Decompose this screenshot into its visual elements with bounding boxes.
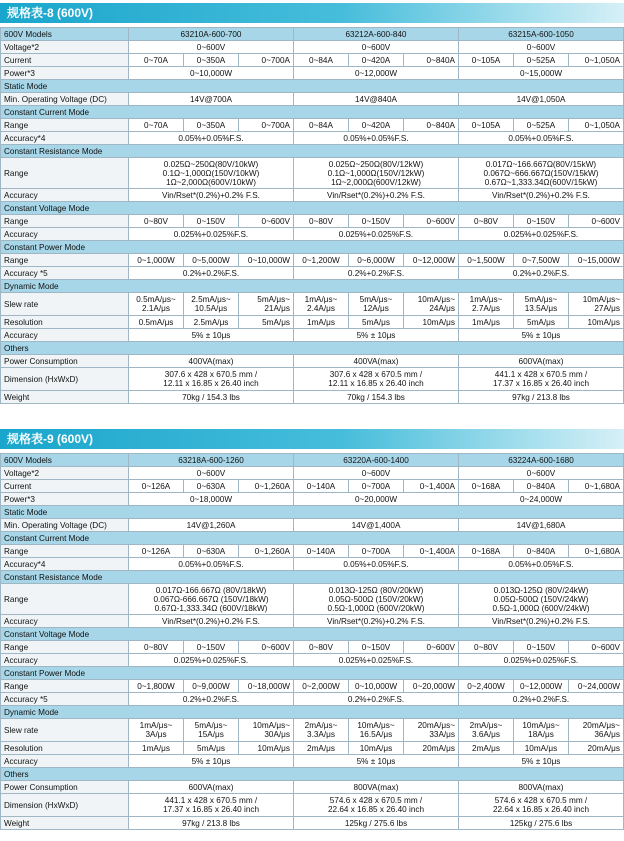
spec-cell: 5mA/μs: [349, 316, 404, 329]
current-row: [1, 54, 624, 67]
spec-cell: 0~1,680A: [569, 545, 624, 558]
spec-cell: 0.05%+0.05%F.S.: [459, 558, 624, 571]
model-name: 63224A-600-1680: [459, 454, 624, 467]
category-label: Constant Current Mode: [1, 532, 624, 545]
row-label: Range: [1, 215, 129, 228]
spec-cell: 0~12,000W: [404, 254, 459, 267]
cp-mode-header: [1, 667, 624, 680]
spec-cell: 0~600V: [459, 467, 624, 480]
others-header: [1, 342, 624, 355]
cp-accuracy-row: [1, 267, 624, 280]
row-label: Range: [1, 119, 129, 132]
row-label: Weight: [1, 817, 129, 830]
spec-cell: 0~150V: [184, 215, 239, 228]
cc-range-row: [1, 119, 624, 132]
model-name: 63218A-600-1260: [129, 454, 294, 467]
spec-cell: 10mA/μs~ 18A/μs: [514, 719, 569, 742]
category-label: Constant Voltage Mode: [1, 202, 624, 215]
category-label: Others: [1, 768, 624, 781]
section-title: 规格表-9 (600V): [0, 429, 624, 449]
spec-section-8: [0, 3, 624, 404]
power-consumption-row: [1, 355, 624, 368]
row-label: Slew rate: [1, 719, 129, 742]
spec-cell: Vin/Rset*(0.2%)+0.2% F.S.: [459, 615, 624, 628]
spec-cell: 10mA/μs: [349, 742, 404, 755]
category-label: Constant Voltage Mode: [1, 628, 624, 641]
row-label: Accuracy: [1, 615, 129, 628]
spec-cell: 0~600V: [569, 215, 624, 228]
dynamic-accuracy-row: [1, 755, 624, 768]
spec-cell: 0.017Ω-166.667Ω (80V/18kW) 0.067Ω-666.667Ω (150V/18kW) 0.67Ω-1,333.34Ω (600V/18kW): [129, 584, 294, 615]
spec-cell: 0~1,800W: [129, 680, 184, 693]
spec-cell: 10mA/μs: [239, 742, 294, 755]
cv-range-row: [1, 641, 624, 654]
spec-cell: 0~600V: [129, 467, 294, 480]
min-voltage-row: [1, 93, 624, 106]
row-label: Accuracy: [1, 329, 129, 342]
spec-cell: 20mA/μs~ 36A/μs: [569, 719, 624, 742]
spec-cell: 0~600V: [294, 41, 459, 54]
power-row: [1, 67, 624, 80]
spec-cell: 0~18,000W: [129, 493, 294, 506]
spec-cell: 14V@1,050A: [459, 93, 624, 106]
row-label: Dimension (HxWxD): [1, 368, 129, 391]
spec-cell: 0~600V: [459, 41, 624, 54]
slew-rate-row: [1, 293, 624, 316]
spec-cell: 0~10,000W: [349, 680, 404, 693]
spec-cell: 0~150V: [349, 215, 404, 228]
spec-cell: 0~9,000W: [184, 680, 239, 693]
spec-cell: 5% ± 10μs: [294, 329, 459, 342]
spec-cell: 10mA/μs~ 30A/μs: [239, 719, 294, 742]
category-label: Constant Resistance Mode: [1, 145, 624, 158]
spec-cell: 5mA/μs~ 15A/μs: [184, 719, 239, 742]
spec-cell: 0.2%+0.2%F.S.: [294, 267, 459, 280]
spec-cell: 0~630A: [184, 545, 239, 558]
spec-cell: 14V@1,260A: [129, 519, 294, 532]
spec-cell: 0~1,260A: [239, 545, 294, 558]
spec-cell: 0~2,000W: [294, 680, 349, 693]
spec-cell: 5mA/μs: [514, 316, 569, 329]
cv-mode-header: [1, 628, 624, 641]
spec-cell: 0.05%+0.05%F.S.: [129, 132, 294, 145]
cp-mode-header: [1, 241, 624, 254]
static-mode-header: [1, 506, 624, 519]
row-label: Min. Operating Voltage (DC): [1, 93, 129, 106]
cv-range-row: [1, 215, 624, 228]
spec-cell: 5mA/μs: [184, 742, 239, 755]
models-row: [1, 454, 624, 467]
spec-cell: 0~70A: [129, 54, 184, 67]
spec-cell: 70kg / 154.3 lbs: [294, 391, 459, 404]
spec-cell: 0~1,400A: [404, 545, 459, 558]
power-consumption-row: [1, 781, 624, 794]
cr-accuracy-row: [1, 615, 624, 628]
spec-cell: 0.017Ω~166.667Ω(80V/15kW) 0.067Ω~666.667Ω(150V/15kW) 0.67Ω~1,333.34Ω(600V/15kW): [459, 158, 624, 189]
spec-cell: 2mA/μs: [459, 742, 514, 755]
model-name: 63220A-600-1400: [294, 454, 459, 467]
spec-cell: 0~84A: [294, 119, 349, 132]
spec-cell: 0~105A: [459, 119, 514, 132]
row-label: Resolution: [1, 742, 129, 755]
spec-cell: 10mA/μs~ 27A/μs: [569, 293, 624, 316]
spec-cell: 5% ± 10μs: [129, 329, 294, 342]
spec-cell: 0~140A: [294, 545, 349, 558]
row-label: Power*3: [1, 493, 129, 506]
spec-cell: 0~15,000W: [569, 254, 624, 267]
spec-cell: 20mA/μs: [569, 742, 624, 755]
cc-mode-header: [1, 106, 624, 119]
spec-cell: 0~24,000W: [459, 493, 624, 506]
cc-accuracy-row: [1, 558, 624, 571]
row-label: Voltage*2: [1, 41, 129, 54]
slew-rate-row: [1, 719, 624, 742]
spec-cell: 10mA/μs~ 16.5A/μs: [349, 719, 404, 742]
spec-cell: 0~1,200W: [294, 254, 349, 267]
spec-cell: 14V@1,400A: [294, 519, 459, 532]
spec-cell: 20mA/μs: [404, 742, 459, 755]
spec-cell: 0~600V: [294, 467, 459, 480]
cr-range-row: [1, 158, 624, 189]
resolution-row: [1, 742, 624, 755]
row-label: Range: [1, 641, 129, 654]
spec-cell: 0~140A: [294, 480, 349, 493]
spec-cell: 0.05%+0.05%F.S.: [129, 558, 294, 571]
spec-cell: 0~24,000W: [569, 680, 624, 693]
resolution-row: [1, 316, 624, 329]
cv-accuracy-row: [1, 228, 624, 241]
spec-cell: 0~70A: [129, 119, 184, 132]
spec-cell: Vin/Rset*(0.2%)+0.2% F.S.: [294, 615, 459, 628]
row-label: Accuracy *5: [1, 267, 129, 280]
spec-cell: 0.025Ω~250Ω(80V/12kW) 0.1Ω~1,000Ω(150V/12kW) 1Ω~2,000Ω(600V/12kW): [294, 158, 459, 189]
model-name: 63210A-600-700: [129, 28, 294, 41]
spec-cell: 14V@700A: [129, 93, 294, 106]
spec-table: [0, 453, 624, 830]
spec-cell: 0~1,400A: [404, 480, 459, 493]
spec-cell: 0.2%+0.2%F.S.: [129, 693, 294, 706]
spec-cell: 0~20,000W: [294, 493, 459, 506]
spec-cell: 20mA/μs~ 33A/μs: [404, 719, 459, 742]
spec-cell: 400VA(max): [129, 355, 294, 368]
row-label: Accuracy *5: [1, 693, 129, 706]
spec-cell: 5mA/μs~ 12A/μs: [349, 293, 404, 316]
category-label: Constant Resistance Mode: [1, 571, 624, 584]
row-label: Accuracy: [1, 189, 129, 202]
dynamic-mode-header: [1, 706, 624, 719]
row-label: Current: [1, 480, 129, 493]
row-label: Voltage*2: [1, 467, 129, 480]
row-label: Accuracy: [1, 654, 129, 667]
spec-cell: 1mA/μs~ 2.7A/μs: [459, 293, 514, 316]
spec-cell: 0~420A: [349, 119, 404, 132]
category-label: Constant Current Mode: [1, 106, 624, 119]
spec-cell: 0~80V: [294, 641, 349, 654]
spec-cell: 800VA(max): [459, 781, 624, 794]
spec-cell: 1mA/μs: [459, 316, 514, 329]
spec-cell: 0~168A: [459, 480, 514, 493]
spec-cell: 1mA/μs~ 3A/μs: [129, 719, 184, 742]
row-label: Accuracy: [1, 755, 129, 768]
spec-cell: 0~350A: [184, 119, 239, 132]
spec-cell: 10mA/μs: [514, 742, 569, 755]
others-header: [1, 768, 624, 781]
models-label: 600V Models: [1, 454, 129, 467]
model-name: 63212A-600-840: [294, 28, 459, 41]
spec-cell: 0~80V: [459, 641, 514, 654]
spec-section-9: [0, 429, 624, 830]
spec-cell: 307.6 x 428 x 670.5 mm / 12.11 x 16.85 x 26.40 inch: [294, 368, 459, 391]
spec-cell: 0~1,000W: [129, 254, 184, 267]
spec-cell: 0.013Ω-125Ω (80V/24kW) 0.05Ω-500Ω (150V/24kW) 0.5Ω-1,000Ω (600V/24kW): [459, 584, 624, 615]
row-label: Accuracy*4: [1, 558, 129, 571]
cp-accuracy-row: [1, 693, 624, 706]
category-label: Dynamic Mode: [1, 280, 624, 293]
spec-cell: 0~1,260A: [239, 480, 294, 493]
spec-cell: 0~18,000W: [239, 680, 294, 693]
spec-cell: 0~80V: [129, 215, 184, 228]
models-row: [1, 28, 624, 41]
row-label: Weight: [1, 391, 129, 404]
row-label: Min. Operating Voltage (DC): [1, 519, 129, 532]
spec-cell: 0~80V: [459, 215, 514, 228]
spec-cell: 2mA/μs~ 3.6A/μs: [459, 719, 514, 742]
row-label: Power Consumption: [1, 781, 129, 794]
spec-cell: Vin/Rset*(0.2%)+0.2% F.S.: [459, 189, 624, 202]
category-label: Constant Power Mode: [1, 667, 624, 680]
spec-cell: 0~600V: [129, 41, 294, 54]
spec-cell: 0.5mA/μs~ 2.1A/μs: [129, 293, 184, 316]
spec-cell: 125kg / 275.6 lbs: [294, 817, 459, 830]
spec-cell: 0~10,000W: [239, 254, 294, 267]
spec-cell: 125kg / 275.6 lbs: [459, 817, 624, 830]
spec-cell: 0~420A: [349, 54, 404, 67]
spec-cell: 0.025Ω~250Ω(80V/10kW) 0.1Ω~1,000Ω(150V/10kW) 1Ω~2,000Ω(600V/10kW): [129, 158, 294, 189]
spec-cell: 0~350A: [184, 54, 239, 67]
spec-cell: 0~1,050A: [569, 54, 624, 67]
spec-cell: 1mA/μs: [294, 316, 349, 329]
spec-cell: 0~15,000W: [459, 67, 624, 80]
spec-cell: 0.025%+0.025%F.S.: [459, 228, 624, 241]
dynamic-accuracy-row: [1, 329, 624, 342]
spec-cell: 2.5mA/μs~ 10.5A/μs: [184, 293, 239, 316]
spec-cell: 10mA/μs: [569, 316, 624, 329]
spec-cell: 5mA/μs: [239, 316, 294, 329]
spec-cell: 0~12,000W: [514, 680, 569, 693]
dynamic-mode-header: [1, 280, 624, 293]
spec-cell: 5mA/μs~ 21A/μs: [239, 293, 294, 316]
spec-cell: 0~840A: [404, 119, 459, 132]
row-label: Power Consumption: [1, 355, 129, 368]
row-label: Resolution: [1, 316, 129, 329]
spec-cell: 0~80V: [294, 215, 349, 228]
spec-cell: 0~840A: [404, 54, 459, 67]
category-label: Static Mode: [1, 80, 624, 93]
spec-cell: 0.2%+0.2%F.S.: [294, 693, 459, 706]
spec-cell: 574.6 x 428 x 670.5 mm / 22.64 x 16.85 x 26.40 inch: [294, 794, 459, 817]
spec-cell: 14V@1,680A: [459, 519, 624, 532]
cr-accuracy-row: [1, 189, 624, 202]
spec-cell: 800VA(max): [294, 781, 459, 794]
spec-cell: 0.025%+0.025%F.S.: [294, 654, 459, 667]
row-label: Range: [1, 545, 129, 558]
spec-cell: 0.013Ω-125Ω (80V/20kW) 0.05Ω-500Ω (150V/20kW) 0.5Ω-1,000Ω (600V/20kW): [294, 584, 459, 615]
spec-cell: 0.5mA/μs: [129, 316, 184, 329]
spec-cell: 0~600V: [239, 215, 294, 228]
spec-cell: 2mA/μs: [294, 742, 349, 755]
spec-cell: 0~12,000W: [294, 67, 459, 80]
spec-cell: 0~84A: [294, 54, 349, 67]
spec-cell: 0.025%+0.025%F.S.: [129, 228, 294, 241]
cr-mode-header: [1, 571, 624, 584]
spec-cell: 400VA(max): [294, 355, 459, 368]
model-name: 63215A-600-1050: [459, 28, 624, 41]
spec-cell: 0~126A: [129, 480, 184, 493]
spec-cell: 0~105A: [459, 54, 514, 67]
row-label: Range: [1, 158, 129, 189]
spec-cell: 0.05%+0.05%F.S.: [294, 132, 459, 145]
weight-row: [1, 391, 624, 404]
category-label: Constant Power Mode: [1, 241, 624, 254]
spec-cell: 0~126A: [129, 545, 184, 558]
spec-cell: 600VA(max): [459, 355, 624, 368]
cp-range-row: [1, 680, 624, 693]
spec-cell: 5% ± 10μs: [459, 755, 624, 768]
dimension-row: [1, 794, 624, 817]
spec-cell: 0~840A: [514, 545, 569, 558]
spec-cell: 0.05%+0.05%F.S.: [459, 132, 624, 145]
spec-cell: 0~150V: [514, 641, 569, 654]
spec-table: [0, 27, 624, 404]
spec-cell: 0.025%+0.025%F.S.: [459, 654, 624, 667]
cc-range-row: [1, 545, 624, 558]
spec-cell: 0~1,500W: [459, 254, 514, 267]
spec-cell: 5% ± 10μs: [459, 329, 624, 342]
spec-cell: 97kg / 213.8 lbs: [459, 391, 624, 404]
dimension-row: [1, 368, 624, 391]
spec-cell: 0.2%+0.2%F.S.: [459, 267, 624, 280]
category-label: Static Mode: [1, 506, 624, 519]
spec-cell: 0~5,000W: [184, 254, 239, 267]
spec-cell: 1mA/μs~ 2.4A/μs: [294, 293, 349, 316]
spec-cell: 0~10,000W: [129, 67, 294, 80]
spec-cell: 0~700A: [239, 54, 294, 67]
cv-mode-header: [1, 202, 624, 215]
spec-cell: 70kg / 154.3 lbs: [129, 391, 294, 404]
spec-cell: 0~7,500W: [514, 254, 569, 267]
spec-cell: 5% ± 10μs: [294, 755, 459, 768]
row-label: Accuracy: [1, 228, 129, 241]
cp-range-row: [1, 254, 624, 267]
spec-cell: 0.2%+0.2%F.S.: [459, 693, 624, 706]
spec-cell: 0.025%+0.025%F.S.: [294, 228, 459, 241]
spec-cell: 0~840A: [514, 480, 569, 493]
spec-cell: 2mA/μs~ 3.3A/μs: [294, 719, 349, 742]
models-label: 600V Models: [1, 28, 129, 41]
spec-cell: 0~6,000W: [349, 254, 404, 267]
cr-range-row: [1, 584, 624, 615]
spec-cell: 0.2%+0.2%F.S.: [129, 267, 294, 280]
spec-cell: 0~2,400W: [459, 680, 514, 693]
spec-cell: 441.1 x 428 x 670.5 mm / 17.37 x 16.85 x 26.40 inch: [459, 368, 624, 391]
spec-cell: 0~525A: [514, 119, 569, 132]
current-row: [1, 480, 624, 493]
power-row: [1, 493, 624, 506]
spec-cell: 2.5mA/μs: [184, 316, 239, 329]
spec-cell: 0~168A: [459, 545, 514, 558]
spec-cell: Vin/Rset*(0.2%)+0.2% F.S.: [129, 615, 294, 628]
spec-cell: 1mA/μs: [129, 742, 184, 755]
cc-mode-header: [1, 532, 624, 545]
row-label: Range: [1, 680, 129, 693]
spec-cell: 600VA(max): [129, 781, 294, 794]
row-label: Power*3: [1, 67, 129, 80]
spec-cell: 0~700A: [349, 480, 404, 493]
spec-cell: 0~525A: [514, 54, 569, 67]
spec-cell: 0~600V: [239, 641, 294, 654]
cr-mode-header: [1, 145, 624, 158]
spec-cell: 0~600V: [569, 641, 624, 654]
spec-cell: 0~700A: [349, 545, 404, 558]
row-label: Accuracy*4: [1, 132, 129, 145]
static-mode-header: [1, 80, 624, 93]
spec-cell: 0~600V: [404, 641, 459, 654]
cc-accuracy-row: [1, 132, 624, 145]
row-label: Range: [1, 254, 129, 267]
spec-cell: 0~1,680A: [569, 480, 624, 493]
spec-cell: 0~600V: [404, 215, 459, 228]
weight-row: [1, 817, 624, 830]
min-voltage-row: [1, 519, 624, 532]
voltage-row: [1, 41, 624, 54]
voltage-row: [1, 467, 624, 480]
row-label: Current: [1, 54, 129, 67]
row-label: Dimension (HxWxD): [1, 794, 129, 817]
spec-cell: 0~630A: [184, 480, 239, 493]
spec-cell: 0~80V: [129, 641, 184, 654]
spec-cell: Vin/Rset*(0.2%)+0.2% F.S.: [129, 189, 294, 202]
spec-cell: 5mA/μs~ 13.5A/μs: [514, 293, 569, 316]
spec-cell: 574.6 x 428 x 670.5 mm / 22.64 x 16.85 x 26.40 inch: [459, 794, 624, 817]
spec-cell: 441.1 x 428 x 670.5 mm / 17.37 x 16.85 x 26.40 inch: [129, 794, 294, 817]
row-label: Slew rate: [1, 293, 129, 316]
spec-cell: 10mA/μs: [404, 316, 459, 329]
category-label: Dynamic Mode: [1, 706, 624, 719]
spec-cell: 0.05%+0.05%F.S.: [294, 558, 459, 571]
spec-cell: 0~700A: [239, 119, 294, 132]
spec-cell: 0.025%+0.025%F.S.: [129, 654, 294, 667]
row-label: Range: [1, 584, 129, 615]
spec-cell: 5% ± 10μs: [129, 755, 294, 768]
spec-cell: 0~20,000W: [404, 680, 459, 693]
category-label: Others: [1, 342, 624, 355]
spec-cell: 0~1,050A: [569, 119, 624, 132]
section-title: 规格表-8 (600V): [0, 3, 624, 23]
spec-cell: 14V@840A: [294, 93, 459, 106]
cv-accuracy-row: [1, 654, 624, 667]
spec-cell: Vin/Rset*(0.2%)+0.2% F.S.: [294, 189, 459, 202]
spec-cell: 0~150V: [184, 641, 239, 654]
spec-cell: 0~150V: [349, 641, 404, 654]
spec-cell: 10mA/μs~ 24A/μs: [404, 293, 459, 316]
spec-cell: 97kg / 213.8 lbs: [129, 817, 294, 830]
spec-cell: 307.6 x 428 x 670.5 mm / 12.11 x 16.85 x 26.40 inch: [129, 368, 294, 391]
spec-cell: 0~150V: [514, 215, 569, 228]
